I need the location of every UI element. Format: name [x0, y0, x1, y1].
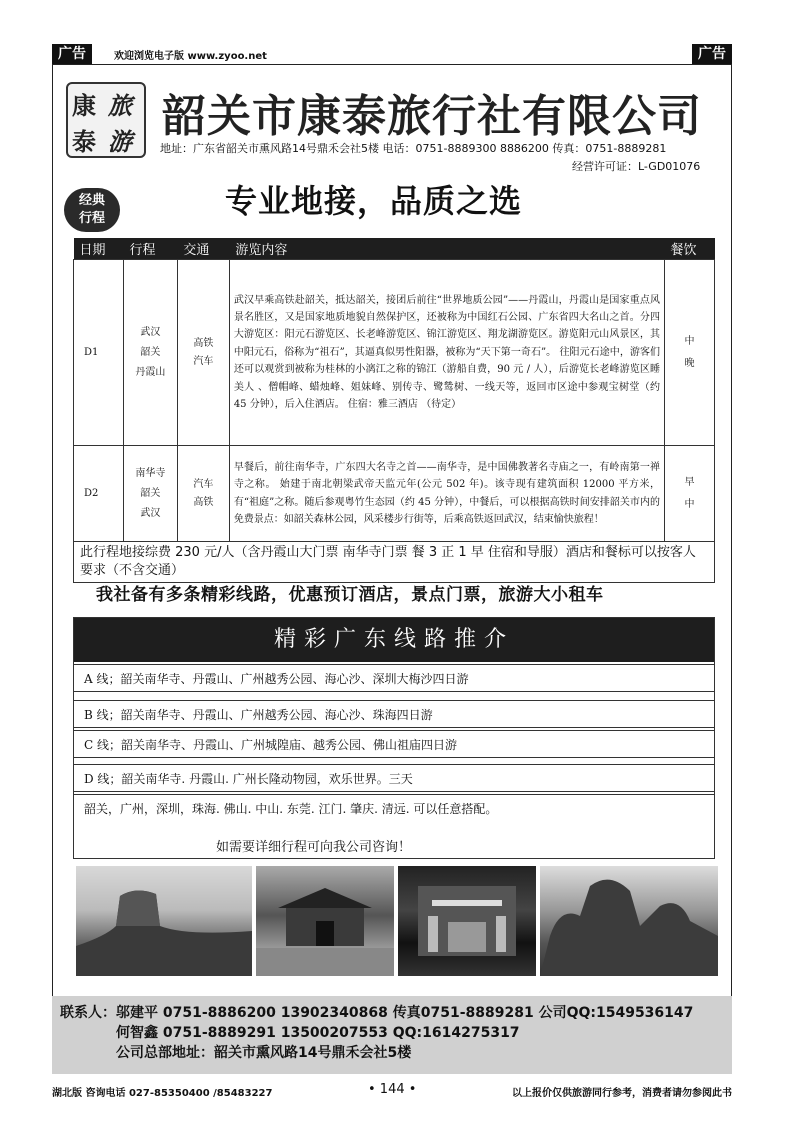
meal-item: 中 — [684, 335, 695, 347]
route-stop: 丹霞山 — [135, 366, 166, 378]
table-header-row — [74, 238, 715, 260]
route-item: D 线；韶关南华寺. 丹霞山. 广州长隆动物园，欢乐世界。三天 — [74, 764, 714, 792]
table-row — [74, 260, 715, 446]
header-route: 行程 — [123, 238, 177, 260]
contact-line: 何智鑫 0751-8889291 13500207553 QQ:1614275317 — [116, 1025, 520, 1041]
night-building-photo — [398, 866, 536, 976]
meal-item: 晚 — [684, 357, 695, 369]
header-date: 日期 — [74, 238, 124, 260]
logo-char: 泰 — [72, 127, 96, 156]
badge-line: 行程 — [78, 211, 105, 226]
meals-cell — [665, 446, 715, 542]
slogan: 专业地接，品质之选 — [225, 182, 523, 220]
price-note: 此行程地接综费 230 元/人（含丹霞山大门票 南华寺门票 餐 3 正 1 早 住宿和导服）酒店和餐标可以按客人要求（不含交通） — [74, 542, 715, 583]
transport-cell — [177, 260, 229, 446]
top-bar — [52, 44, 732, 64]
route-cell — [123, 446, 177, 542]
route-cell — [123, 260, 177, 446]
route-item: 韶关，广州，深圳，珠海. 佛山. 中山. 东莞. 江门. 肇庆. 清远. 可以任意搭配。 — [74, 794, 714, 824]
route-stop: 武汉 — [140, 326, 161, 338]
ad-tag-right: 广告 — [692, 44, 732, 64]
site-text: 欢迎浏览电子版 www.zyoo.net — [114, 51, 267, 62]
ad-tag-left: 广告 — [52, 44, 92, 64]
day-cell: D1 — [74, 260, 124, 446]
transport-item: 汽车 — [193, 478, 214, 490]
route-stop: 南华寺 — [135, 467, 166, 479]
content-cell: 武汉早乘高铁赴韶关，抵达韶关，接团后前往“世界地质公园”——丹霞山，丹霞山是国家重点风景名胜区，又是国家地质地貌自然保护区，还被称为中国红石公园、广东省四大名山之首。分四大游览区：阳元石游览区、长老峰游览区、锦江游览区、翔龙湖游览区。游览阳元山风景区，其中阳元石，俗称为“祖石”，其逼真似男性阳器，被称为“天下第一奇石”。 往阳元石途中，游客们还可以观赏到被称为桂林的小漓江之称的锦江（游船自费，90 元 / 人），后游览长老峰游览区睡美人 、僧帽峰、蜡烛峰、姐妹峰、别传寺、鹭鸶树、一线天等，返回市区途中参观宝树堂（约 45 分钟），后入住酒店。 住宿：雅三酒店 （待定） — [229, 260, 664, 446]
company-logo — [66, 82, 146, 158]
day-cell: D2 — [74, 446, 124, 542]
inquiry-text: 如需要详细行程可向我公司咨询！ — [216, 840, 412, 855]
transport-cell — [177, 446, 229, 542]
company-address: 地址：广东省韶关市熏风路14号鼎禾会社5楼 电话：0751-8889300 8886200 传真：0751-8889281 — [160, 142, 667, 155]
routes-box — [73, 617, 715, 859]
routes-title: 精彩广东线路推介 — [74, 618, 714, 662]
meal-item: 早 — [684, 476, 695, 488]
transport-item: 汽车 — [193, 355, 214, 367]
services-text: 我社备有多条精彩线路，优惠预订酒店，景点门票，旅游大小租车 — [96, 585, 604, 605]
footer — [52, 1084, 732, 1100]
contact-panel — [52, 996, 732, 1074]
route-stop: 韶关 — [140, 346, 161, 358]
logo-char: 康 — [72, 91, 96, 120]
meals-cell — [665, 260, 715, 446]
header-content: 游览内容 — [229, 238, 664, 260]
mountain-peaks-photo — [540, 866, 718, 976]
route-item: A 线；韶关南华寺、丹霞山、广州越秀公园、海心沙、深圳大梅沙四日游 — [74, 664, 714, 692]
footer-hotline: 湖北版 咨询电话 027-85350400 /85483227 — [52, 1088, 273, 1099]
company-name: 韶关市康泰旅行社有限公司 — [162, 91, 702, 142]
contact-line: 联系人：邬建平 0751-8886200 13902340868 传真0751-8889281 公司QQ:1549536147 — [60, 1005, 694, 1021]
temple-gate-photo — [256, 866, 394, 976]
transport-item: 高铁 — [193, 496, 214, 508]
license-number: 经营许可证：L-GD01076 — [572, 160, 701, 173]
route-item: B 线；韶关南华寺、丹霞山、广州越秀公园、海心沙、珠海四日游 — [74, 700, 714, 728]
logo-char: 旅 — [108, 91, 132, 120]
logo-char: 游 — [108, 127, 132, 156]
header-meals: 餐饮 — [665, 238, 715, 260]
content-cell: 早餐后，前往南华寺，广东四大名寺之首——南华寺，是中国佛教著名寺庙之一，有岭南第一禅寺之称。 始建于南北朝梁武帝天监元年(公元 502 年)。该寺现有建筑面积 12000 平方米，有“祖庭”之称。随后参观粤竹生态园（约 45 分钟），中餐后，可以根据高铁时间安排韶关市内的免费景点：如韶关森林公园，风采楼步行街等，后乘高铁返回武汉，结束愉快旅程！ — [229, 446, 664, 542]
classic-route-badge — [64, 188, 120, 232]
danxia-rock-photo — [76, 866, 252, 976]
transport-item: 高铁 — [193, 337, 214, 349]
route-stop: 韶关 — [140, 487, 161, 499]
route-item: C 线；韶关南华寺、丹霞山、广州城隍庙、越秀公园、佛山祖庙四日游 — [74, 730, 714, 758]
badge-line: 经典 — [78, 193, 105, 208]
route-stop: 武汉 — [140, 507, 161, 519]
meal-item: 中 — [684, 498, 695, 510]
photo-strip — [76, 866, 718, 976]
contact-address: 公司总部地址：韶关市熏风路14号鼎禾会社5楼 — [116, 1045, 412, 1061]
page-number: • 144 • — [368, 1082, 417, 1097]
header-transport: 交通 — [177, 238, 229, 260]
footer-disclaimer: 以上报价仅供旅游同行参考，消费者请勿参阅此书 — [512, 1088, 732, 1099]
itinerary-table — [73, 238, 715, 583]
price-row — [74, 542, 715, 583]
table-row — [74, 446, 715, 542]
